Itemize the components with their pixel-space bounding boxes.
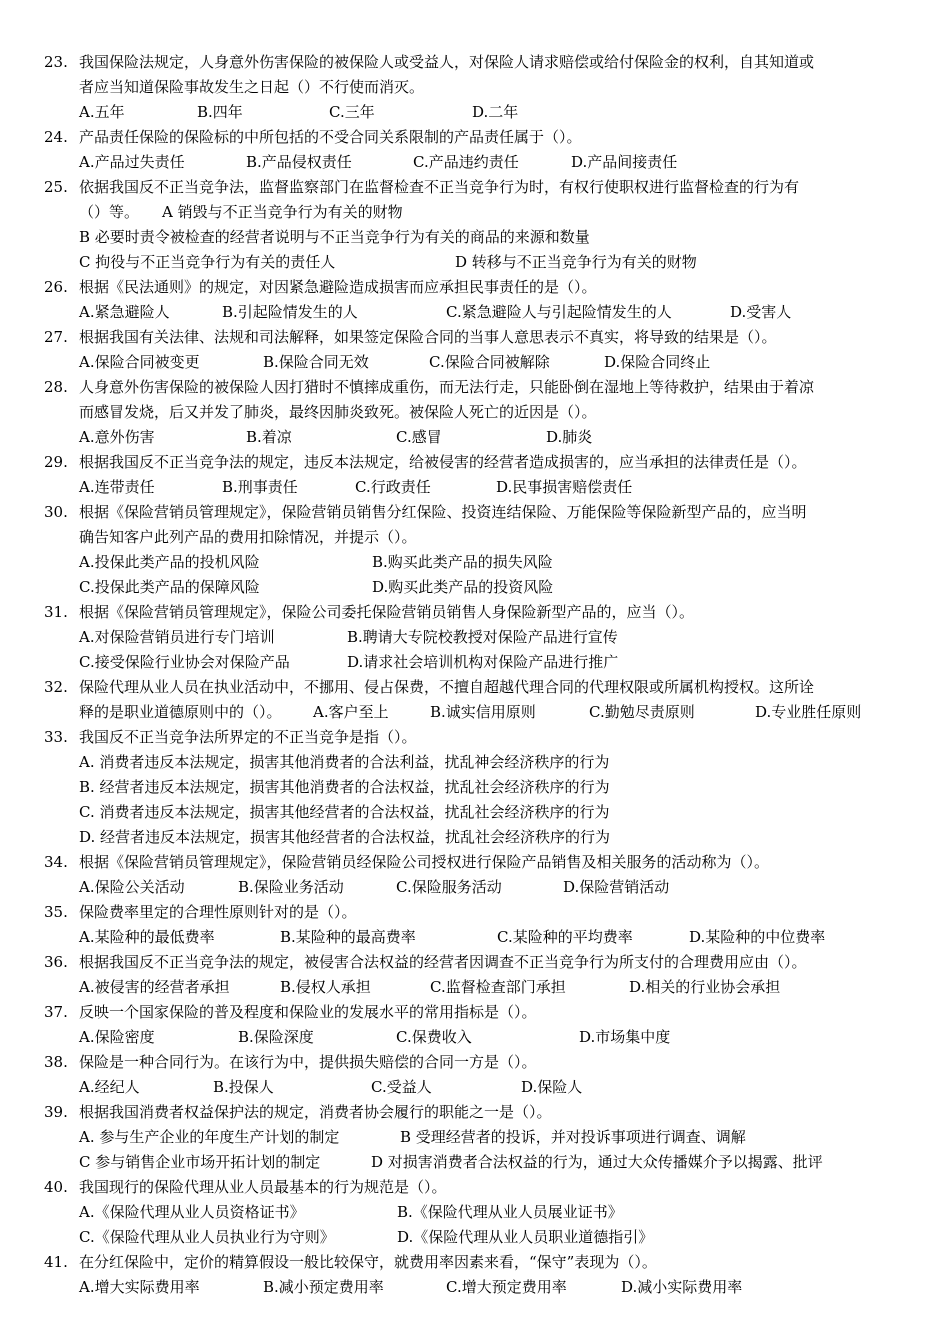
question-stem: 保险代理从业人员在执业活动中，不挪用、侵占保费，不擅自超越代理合同的代理权限或所属机构授权。这所诠 [79, 678, 815, 696]
option-d: D.保险营销活动 [563, 878, 670, 896]
question-stem: 释的是职业道德原则中的（）。 [79, 703, 282, 721]
option-b: B.减小预定费用率 [263, 1278, 384, 1296]
question-number: 31. [44, 603, 68, 621]
question-stem: 根据《保险营销员管理规定》，保险营销员经保险公司授权进行保险产品销售及相关服务的活动称为（）。 [79, 853, 770, 871]
option-c: C.行政责任 [355, 478, 431, 496]
option-c: C.监督检查部门承担 [430, 978, 566, 996]
question-number: 34. [44, 853, 68, 871]
question-number: 32. [44, 678, 68, 696]
question-stem: 确告知客户此列产品的费用扣除情况，并提示（）。 [79, 528, 417, 546]
option-a: A.增大实际费用率 [79, 1278, 200, 1296]
option-d: D 对损害消费者合法权益的行为，通过大众传播媒介予以揭露、批评 [371, 1153, 823, 1171]
question-stem: 根据我国反不正当竞争法的规定，被侵害合法权益的经营者因调查不正当竞争行为所支付的合理费用应由（）。 [79, 953, 807, 971]
question-number: 25. [44, 178, 68, 196]
option-b: B.着凉 [246, 428, 292, 446]
question-number: 27. [44, 328, 68, 346]
option-a: A.五年 [79, 103, 125, 121]
option-d: D.肺炎 [546, 428, 593, 446]
question-stem: 反映一个国家保险的普及程度和保险业的发展水平的常用指标是（）。 [79, 1003, 537, 1021]
question-stem: 在分红保险中，定价的精算假设一般比较保守，就费用率因素来看，“保守”表现为（）。 [79, 1253, 657, 1271]
option-c: C.受益人 [371, 1078, 432, 1096]
option-d: D.减小实际费用率 [621, 1278, 743, 1296]
option-c: C 拘役与不正当竞争行为有关的责任人 [79, 253, 336, 271]
option-a: A.客户至上 [313, 703, 389, 721]
question-number: 30. [44, 503, 68, 521]
option-a: A.保险公关活动 [79, 878, 185, 896]
option-b: B.聘请大专院校教授对保险产品进行宣传 [347, 628, 618, 646]
question-number: 23. [44, 53, 68, 71]
option-a: A.某险种的最低费率 [79, 928, 215, 946]
option-d: D. 经营者违反本法规定，损害其他经营者的合法权益，扰乱社会经济秩序的行为 [79, 828, 611, 846]
option-c: C.保险合同被解除 [429, 353, 550, 371]
option-c: C.增大预定费用率 [446, 1278, 567, 1296]
option-a: A.保险密度 [79, 1028, 155, 1046]
question-stem: 依据我国反不正当竞争法，监督监察部门在监督检查不正当竞争行为时，有权行使职权进行监督检查的行为有 [79, 178, 800, 196]
option-d: D.购买此类产品的投资风险 [372, 578, 554, 596]
question-number: 36. [44, 953, 68, 971]
question-stem: 保险是一种合同行为。在该行为中，提供损失赔偿的合同一方是（）。 [79, 1053, 537, 1071]
option-c: C.接受保险行业协会对保险产品 [79, 653, 290, 671]
question-stem: 根据《保险营销员管理规定》，保险公司委托保险营销员销售人身保险新型产品的，应当（）。 [79, 603, 695, 621]
question-stem: 根据我国消费者权益保护法的规定，消费者协会履行的职能之一是（）。 [79, 1103, 552, 1121]
option-d: D.保险人 [521, 1078, 583, 1096]
option-a: A.被侵害的经营者承担 [79, 978, 230, 996]
question-stem: 根据《保险营销员管理规定》，保险营销员销售分红保险、投资连结保险、万能保险等保险新型产品的，应当明 [79, 503, 807, 521]
option-b: B.保险合同无效 [263, 353, 369, 371]
option-c: C.《保险代理从业人员执业行为守则》 [79, 1228, 335, 1246]
option-d: D.相关的行业协会承担 [629, 978, 781, 996]
option-a: A. 消费者违反本法规定，损害其他消费者的合法利益，扰乱神会经济秩序的行为 [79, 753, 610, 771]
option-b: B 受理经营者的投诉，并对投诉事项进行调查、调解 [400, 1128, 746, 1146]
option-d: D.某险种的中位费率 [689, 928, 826, 946]
option-a: A. 参与生产企业的年度生产计划的制定 [79, 1128, 340, 1146]
question-number: 29. [44, 453, 68, 471]
question-stem: 根据《民法通则》的规定，对因紧急避险造成损害而应承担民事责任的是（）。 [79, 278, 597, 296]
option-b: B.保险业务活动 [238, 878, 344, 896]
option-d: D.民事损害赔偿责任 [496, 478, 633, 496]
option-b: B.某险种的最高费率 [280, 928, 416, 946]
option-c: C.感冒 [396, 428, 442, 446]
option-a: A.投保此类产品的投机风险 [79, 553, 260, 571]
question-stem: 产品责任保险的保险标的中所包括的不受合同关系限制的产品责任属于（）。 [79, 128, 582, 146]
option-b: B.产品侵权责任 [246, 153, 352, 171]
option-d: D.《保险代理从业人员职业道德指引》 [397, 1228, 654, 1246]
option-b: B.引起险情发生的人 [222, 303, 358, 321]
option-c: C 参与销售企业市场开拓计划的制定 [79, 1153, 321, 1171]
option-c: C.勤勉尽责原则 [589, 703, 695, 721]
option-a: A.产品过失责任 [79, 153, 185, 171]
option-b: B.侵权人承担 [280, 978, 371, 996]
option-c: C.保险服务活动 [396, 878, 502, 896]
question-stem: 根据我国有关法律、法规和司法解释，如果签定保险合同的当事人意思表示不真实，将导致的结果是（）。 [79, 328, 777, 346]
option-b: B. 经营者违反本法规定，损害其他消费者的合法权益，扰乱社会经济秩序的行为 [79, 778, 610, 796]
option-b: B.《保险代理从业人员展业证书》 [397, 1203, 623, 1221]
question-stem: （）等。 [79, 203, 140, 221]
option-b: B.保险深度 [238, 1028, 314, 1046]
question-number: 38. [44, 1053, 68, 1071]
option-d: D.受害人 [730, 303, 792, 321]
question-stem: 人身意外伤害保险的被保险人因打猎时不慎摔成重伤，而无法行走，只能卧倒在湿地上等待救护，结果由于着凉 [79, 378, 815, 396]
question-number: 24. [44, 128, 68, 146]
option-c: C.产品违约责任 [413, 153, 519, 171]
option-d: D.产品间接责任 [571, 153, 678, 171]
option-a: A 销毁与不正当竞争行为有关的财物 [162, 203, 403, 221]
question-stem: 根据我国反不正当竞争法的规定，违反本法规定，给被侵害的经营者造成损害的，应当承担的法律责任是（）。 [79, 453, 807, 471]
option-d: D.保险合同终止 [604, 353, 711, 371]
option-c: C.投保此类产品的保障风险 [79, 578, 260, 596]
question-stem: 我国反不正当竞争法所界定的不正当竞争是指（）。 [79, 728, 417, 746]
question-number: 40. [44, 1178, 68, 1196]
option-a: A.《保险代理从业人员资格证书》 [79, 1203, 305, 1221]
option-c: C.紧急避险人与引起险情发生的人 [446, 303, 672, 321]
option-d: D.专业胜任原则 [755, 703, 862, 721]
question-number: 26. [44, 278, 68, 296]
option-b: B.诚实信用原则 [430, 703, 536, 721]
question-stem: 而感冒发烧，后又并发了肺炎，最终因肺炎致死。被保险人死亡的近因是（）。 [79, 403, 597, 421]
option-b: B 必要时责令被检查的经营者说明与不正当竞争行为有关的商品的来源和数量 [79, 228, 590, 246]
option-a: A.意外伤害 [79, 428, 155, 446]
question-number: 41. [44, 1253, 68, 1271]
option-b: B.四年 [197, 103, 243, 121]
option-a: A.对保险营销员进行专门培训 [79, 628, 275, 646]
option-d: D.二年 [472, 103, 519, 121]
question-stem: 我国现行的保险代理从业人员最基本的行为规范是（）。 [79, 1178, 447, 1196]
question-stem: 保险费率里定的合理性原则针对的是（）。 [79, 903, 357, 921]
question-stem: 者应当知道保险事故发生之日起（）不行使而消灭。 [79, 78, 425, 96]
question-stem: 我国保险法规定，人身意外伤害保险的被保险人或受益人，对保险人请求赔偿或给付保险金的权利，自其知道或 [79, 53, 815, 71]
option-a: A.保险合同被变更 [79, 353, 200, 371]
option-a: A.经纪人 [79, 1078, 140, 1096]
question-number: 35. [44, 903, 68, 921]
option-a: A.紧急避险人 [79, 303, 170, 321]
option-d: D.市场集中度 [579, 1028, 671, 1046]
option-b: B.投保人 [213, 1078, 274, 1096]
option-c: C.保费收入 [396, 1028, 472, 1046]
option-a: A.连带责任 [79, 478, 155, 496]
option-b: B.购买此类产品的损失风险 [372, 553, 553, 571]
question-number: 33. [44, 728, 68, 746]
option-d: D.请求社会培训机构对保险产品进行推广 [347, 653, 619, 671]
question-number: 39. [44, 1103, 68, 1121]
option-b: B.刑事责任 [222, 478, 298, 496]
option-d: D 转移与不正当竞争行为有关的财物 [455, 253, 697, 271]
option-c: C.某险种的平均费率 [497, 928, 633, 946]
option-c: C. 消费者违反本法规定，损害其他经营者的合法权益，扰乱社会经济秩序的行为 [79, 803, 610, 821]
option-c: C.三年 [329, 103, 375, 121]
question-number: 28. [44, 378, 68, 396]
question-number: 37. [44, 1003, 68, 1021]
